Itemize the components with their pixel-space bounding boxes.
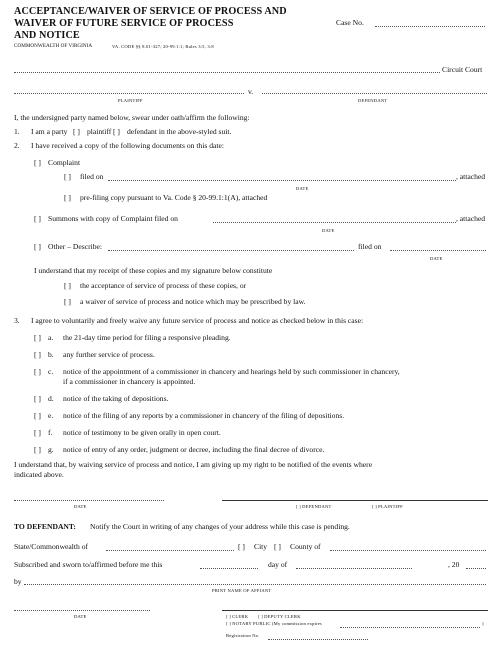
versus-label: v. bbox=[248, 87, 254, 96]
defendant-caption: DEFENDANT bbox=[358, 98, 388, 103]
code-reference: VA. CODE §§ 8.01-327; 20-99.1:1; Rules 3:5, 3:8 bbox=[112, 44, 214, 49]
day-of-label: day of bbox=[268, 560, 288, 569]
circuit-court-field[interactable] bbox=[14, 72, 440, 73]
item1-party-text: I am a party bbox=[31, 127, 68, 136]
registration-field[interactable] bbox=[268, 639, 368, 640]
deputy-clerk-option[interactable]: [ ] DEPUTY CLERK bbox=[258, 614, 301, 619]
item3a-checkbox[interactable]: [ ] bbox=[34, 333, 41, 342]
circuit-court-label: Circuit Court bbox=[442, 65, 483, 74]
notary-signature-line[interactable] bbox=[222, 610, 488, 611]
item3a-letter: a. bbox=[48, 333, 54, 342]
signature-date-field[interactable] bbox=[14, 500, 164, 501]
commission-close-paren: ) bbox=[482, 621, 484, 626]
month-field[interactable] bbox=[296, 568, 412, 569]
item3-number: 3. bbox=[14, 316, 20, 325]
county-label: County of bbox=[290, 542, 321, 551]
form-title-line1: ACCEPTANCE/WAIVER OF SERVICE OF PROCESS AND bbox=[14, 6, 287, 17]
item3f-text: notice of testimony to be given orally in open court. bbox=[63, 428, 221, 437]
city-label: City bbox=[254, 542, 268, 551]
signature-line[interactable] bbox=[222, 500, 488, 501]
item3d-letter: d. bbox=[48, 394, 54, 403]
notary-public-option[interactable]: [ ] NOTARY PUBLIC (My commission expires bbox=[226, 621, 323, 626]
other-label: Other – Describe: bbox=[48, 242, 102, 251]
defendant-checkbox[interactable]: [ ] bbox=[113, 127, 120, 136]
summons-label: Summons with copy of Complaint filed on bbox=[48, 214, 178, 223]
city-county-field[interactable] bbox=[330, 550, 486, 551]
understand-statement: I understand that my receipt of these copies and my signature below constitute bbox=[34, 266, 273, 275]
to-defendant-notice: Notify the Court in writing of any changes of your address while this case is pending. bbox=[90, 522, 350, 531]
year-prefix-label: , 20 bbox=[448, 560, 460, 569]
complaint-filed-label: filed on bbox=[80, 172, 104, 181]
summons-checkbox[interactable]: [ ] bbox=[34, 214, 41, 223]
plaintiff-field[interactable] bbox=[14, 93, 244, 94]
summons-date-field[interactable] bbox=[213, 222, 456, 223]
by-label: by bbox=[14, 577, 22, 586]
understand-waiver-line1: I understand that, by waiving service of process and notice, I am giving up my right to be notified of the events where bbox=[14, 460, 373, 469]
county-checkbox[interactable]: [ ] bbox=[274, 542, 281, 551]
year-field[interactable] bbox=[466, 568, 486, 569]
item1-number: 1. bbox=[14, 127, 20, 136]
item3a-text: the 21-day time period for filing a responsive pleading. bbox=[63, 333, 231, 342]
registration-label: Registration No. bbox=[226, 633, 260, 638]
commonwealth-label: COMMONWEALTH OF VIRGINIA bbox=[14, 43, 93, 49]
prefiling-checkbox[interactable]: [ ] bbox=[64, 193, 71, 202]
complaint-date-caption: DATE bbox=[296, 186, 309, 191]
other-date-caption: DATE bbox=[430, 256, 443, 261]
notary-date-field[interactable] bbox=[14, 610, 150, 611]
acceptance-checkbox[interactable]: [ ] bbox=[64, 281, 71, 290]
item3e-checkbox[interactable]: [ ] bbox=[34, 411, 41, 420]
item3c-letter: c. bbox=[48, 367, 54, 376]
complaint-attached-label: , attached bbox=[456, 172, 486, 181]
acceptance-label: the acceptance of service of process of these copies, or bbox=[80, 281, 247, 290]
signature-date-caption: DATE bbox=[74, 504, 87, 509]
summons-date-caption: DATE bbox=[322, 228, 335, 233]
item3c-text-line2: if a commissioner in chancery is appointed. bbox=[63, 377, 196, 386]
waiver-checkbox[interactable]: [ ] bbox=[64, 297, 71, 306]
other-description-field[interactable] bbox=[108, 250, 354, 251]
item3d-checkbox[interactable]: [ ] bbox=[34, 394, 41, 403]
intro-statement: I, the undersigned party named below, swear under oath/affirm the following: bbox=[14, 113, 250, 122]
item3g-letter: g. bbox=[48, 445, 54, 454]
defendant-field[interactable] bbox=[262, 93, 487, 94]
item3b-text: any further service of process. bbox=[63, 350, 155, 359]
waiver-label: a waiver of service of process and notice which may be prescribed by law. bbox=[80, 297, 306, 306]
item2-number: 2. bbox=[14, 141, 20, 150]
signature-plaintiff-caption: [ ] PLAINTIFF bbox=[372, 504, 403, 509]
subscribed-label: Subscribed and sworn to/affirmed before me this bbox=[14, 560, 163, 569]
form-title-line2: WAIVER OF FUTURE SERVICE OF PROCESS bbox=[14, 18, 234, 29]
item3e-letter: e. bbox=[48, 411, 54, 420]
state-commonwealth-label: State/Commonwealth of bbox=[14, 542, 89, 551]
plaintiff-option-label: plaintiff bbox=[87, 127, 112, 136]
commission-expires-field[interactable] bbox=[340, 627, 480, 628]
complaint-filed-checkbox[interactable]: [ ] bbox=[64, 172, 71, 181]
form-title-line3: AND NOTICE bbox=[14, 30, 80, 41]
plaintiff-caption: PLAINTIFF bbox=[118, 98, 143, 103]
other-checkbox[interactable]: [ ] bbox=[34, 242, 41, 251]
item3d-text: notice of the taking of depositions. bbox=[63, 394, 169, 403]
understand-waiver-line2: indicated above. bbox=[14, 470, 64, 479]
item3c-text-line1: notice of the appointment of a commissioner in chancery and hearings held by such commissioner in chancery, bbox=[63, 367, 400, 376]
item3f-letter: f. bbox=[48, 428, 53, 437]
item3b-letter: b. bbox=[48, 350, 54, 359]
other-filed-label: filed on bbox=[358, 242, 382, 251]
defendant-option-label: defendant in the above-styled suit. bbox=[127, 127, 232, 136]
clerk-option[interactable]: [ ] CLERK bbox=[226, 614, 249, 619]
print-name-caption: PRINT NAME OF AFFIANT bbox=[212, 588, 272, 593]
complaint-label: Complaint bbox=[48, 158, 81, 167]
prefiling-label: pre-filing copy pursuant to Va. Code § 20-99.1:1(A), attached bbox=[80, 193, 268, 202]
summons-attached-label: , attached bbox=[456, 214, 486, 223]
other-date-field[interactable] bbox=[390, 250, 486, 251]
item3-text: I agree to voluntarily and freely waive any future service of process and notice as checked below in this case: bbox=[31, 316, 364, 325]
item2-text: I have received a copy of the following documents on this date: bbox=[31, 141, 224, 150]
to-defendant-label: TO DEFENDANT: bbox=[14, 522, 76, 531]
plaintiff-checkbox[interactable]: [ ] bbox=[73, 127, 80, 136]
item3f-checkbox[interactable]: [ ] bbox=[34, 428, 41, 437]
item3g-checkbox[interactable]: [ ] bbox=[34, 445, 41, 454]
item3b-checkbox[interactable]: [ ] bbox=[34, 350, 41, 359]
state-commonwealth-field[interactable] bbox=[106, 550, 234, 551]
item3e-text: notice of the filing of any reports by a commissioner in chancery of the filing of depositions. bbox=[63, 411, 345, 420]
notary-date-caption: DATE bbox=[74, 614, 87, 619]
case-no-field[interactable] bbox=[375, 26, 485, 27]
city-checkbox[interactable]: [ ] bbox=[238, 542, 245, 551]
complaint-filed-date-field[interactable] bbox=[108, 180, 456, 181]
affiant-name-field[interactable] bbox=[24, 584, 486, 585]
day-field[interactable] bbox=[200, 568, 258, 569]
complaint-checkbox[interactable]: [ ] bbox=[34, 158, 41, 167]
item3g-text: notice of entry of any order, judgment or decree, including the final decree of divorce. bbox=[63, 445, 325, 454]
item3c-checkbox[interactable]: [ ] bbox=[34, 367, 41, 376]
signature-defendant-caption: [ ] DEFENDANT bbox=[296, 504, 332, 509]
case-no-label: Case No. bbox=[336, 18, 364, 27]
